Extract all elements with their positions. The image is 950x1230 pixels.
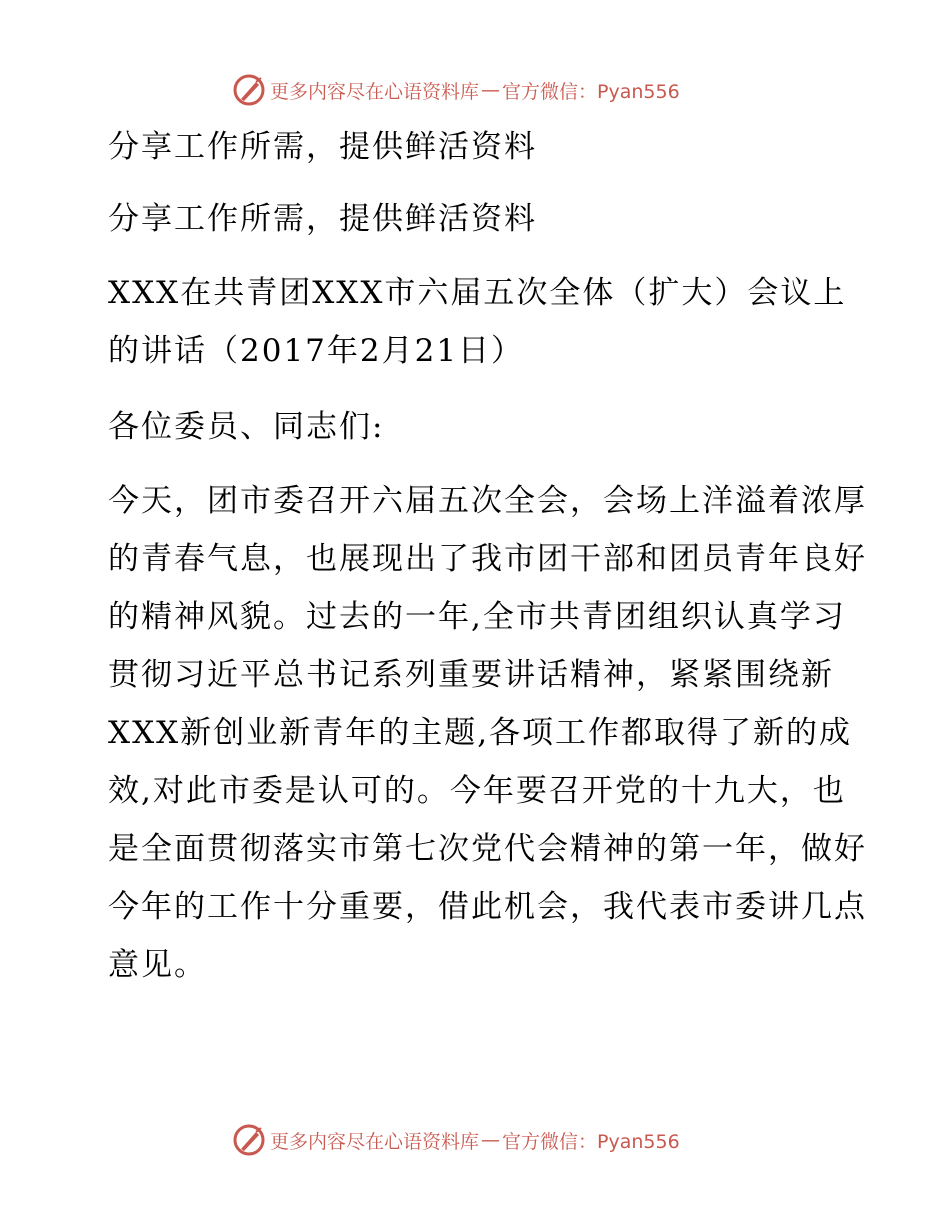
quill-logo-icon <box>232 1123 266 1157</box>
watermark-banner-bottom <box>232 1120 680 1160</box>
share-line: 分享工作所需，提供鲜活资料 <box>108 129 537 165</box>
watermark-text: 更多内容尽在心语资料库 <box>270 80 480 103</box>
speech-title: XXX在共青团XXX市六届五次全体（扩大）会议上的讲话（2017年2月21日） <box>108 275 847 369</box>
watermark-banner-top <box>232 70 680 110</box>
watermark-contact: 官方微信：Pyan556 <box>502 80 680 103</box>
watermark-separator: — <box>481 1129 501 1151</box>
body-paragraph: 今天，团市委召开六届五次全会，会场上洋溢着浓厚的青春气息，也展现出了我市团干部和团员青年良好的精神风貌。过去的一年,全市共青团组织认真学习贯彻习近平总书记系列重要讲话精神，紧紧围绕新XXX新创业新青年的主题,各项工作都取得了新的成效,对此市委是认可的。今年要召开党的十九大，也是全面贯彻落实市第七次党代会精神的第一年，做好今年的工作十分重要，借此机会，我代表市委讲几点意见。 <box>108 483 867 983</box>
watermark-text: 更多内容尽在心语资料库 <box>270 1130 480 1153</box>
watermark-separator: — <box>481 79 501 101</box>
quill-logo-icon <box>232 73 266 107</box>
watermark-contact: 官方微信：Pyan556 <box>502 1130 680 1153</box>
salutation: 各位委员、同志们: <box>108 409 385 445</box>
share-line: 分享工作所需，提供鲜活资料 <box>108 201 537 237</box>
